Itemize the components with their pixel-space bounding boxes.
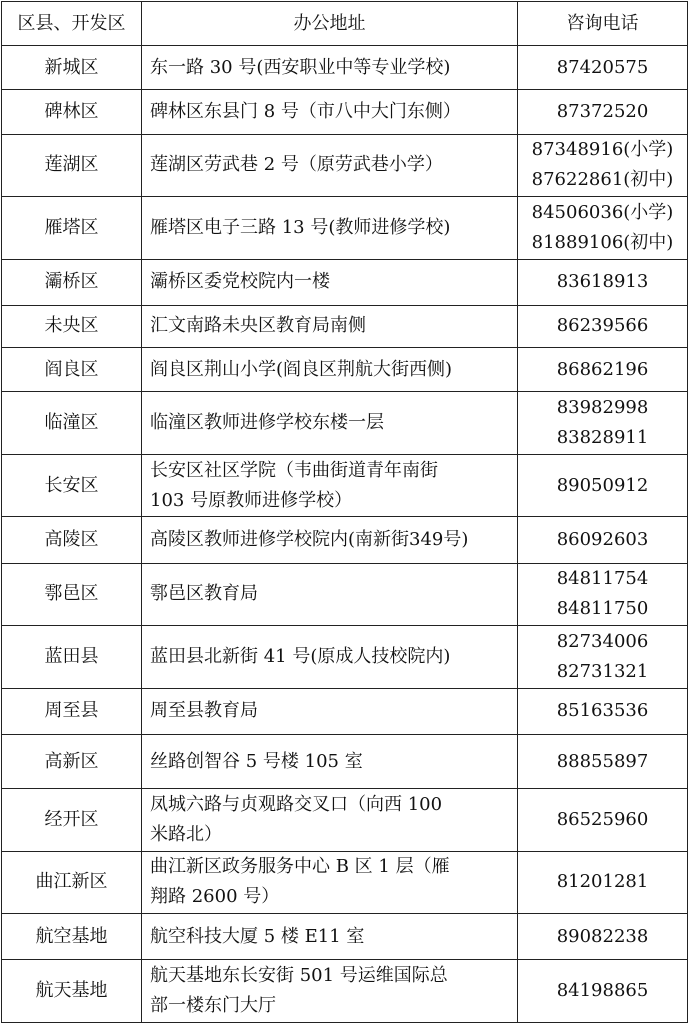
phone-cell bbox=[518, 851, 688, 913]
address-cell bbox=[142, 197, 518, 259]
district-cell: 阎良区 bbox=[2, 348, 142, 392]
phone-number: 84198865 bbox=[556, 980, 649, 1002]
address-cell bbox=[142, 46, 518, 90]
phone-number: 83828911 bbox=[556, 427, 649, 449]
phone-number: 81889106(初中) bbox=[531, 231, 674, 253]
address-line: 蓝田县北新街 41 号(原成人技校院内) bbox=[150, 645, 451, 667]
address-line: 高陵区教师进修学校院内(南新街349号) bbox=[150, 528, 469, 550]
phone-cell bbox=[518, 914, 688, 960]
phone-cell bbox=[518, 90, 688, 134]
table-row bbox=[2, 90, 688, 134]
district-cell: 高新区 bbox=[2, 734, 142, 788]
address-line: 曲江新区政务服务中心 B 区 1 层（雁 bbox=[150, 856, 450, 878]
table-row bbox=[2, 563, 688, 625]
address-cell bbox=[142, 563, 518, 625]
phone-number: 84811754 bbox=[556, 568, 649, 590]
address-line: 米路北） bbox=[150, 823, 222, 845]
address-line: 翔路 2600 号） bbox=[150, 886, 280, 908]
address-cell bbox=[142, 851, 518, 913]
address-line: 部一楼东门大厅 bbox=[150, 995, 276, 1017]
district-cell: 蓝田县 bbox=[2, 626, 142, 688]
phone-number: 84811750 bbox=[556, 598, 649, 620]
address-cell bbox=[142, 734, 518, 788]
district-cell: 新城区 bbox=[2, 46, 142, 90]
phone-number: 82731321 bbox=[556, 660, 649, 682]
table-row bbox=[2, 305, 688, 347]
district-cell: 航天基地 bbox=[2, 960, 142, 1023]
table-row bbox=[2, 134, 688, 196]
district-cell: 临潼区 bbox=[2, 392, 142, 454]
phone-cell bbox=[518, 734, 688, 788]
table-row bbox=[2, 392, 688, 454]
phone-number: 87348916(小学) bbox=[531, 139, 674, 161]
district-cell: 航空基地 bbox=[2, 914, 142, 960]
address-line: 莲湖区劳武巷 2 号（原劳武巷小学） bbox=[150, 154, 443, 176]
address-cell bbox=[142, 517, 518, 563]
district-cell: 周至县 bbox=[2, 688, 142, 734]
phone-number: 86862196 bbox=[556, 358, 649, 380]
table-body bbox=[2, 46, 688, 1023]
phone-cell bbox=[518, 517, 688, 563]
phone-number: 83982998 bbox=[556, 397, 649, 419]
phone-cell bbox=[518, 46, 688, 90]
table-row bbox=[2, 197, 688, 259]
address-line: 凤城六路与贞观路交叉口（向西 100 bbox=[150, 793, 443, 815]
address-line: 长安区社区学院（韦曲街道青年南街 bbox=[150, 459, 438, 481]
address-line: 灞桥区委党校院内一楼 bbox=[150, 271, 330, 293]
address-line: 丝路创智谷 5 号楼 105 室 bbox=[150, 750, 363, 772]
phone-cell bbox=[518, 563, 688, 625]
phone-cell bbox=[518, 789, 688, 851]
address-cell bbox=[142, 688, 518, 734]
phone-cell bbox=[518, 348, 688, 392]
district-cell: 雁塔区 bbox=[2, 197, 142, 259]
phone-number: 86092603 bbox=[556, 528, 649, 550]
address-line: 雁塔区电子三路 13 号(教师进修学校) bbox=[150, 216, 451, 238]
office-directory-table bbox=[1, 1, 688, 1023]
phone-number: 85163536 bbox=[556, 700, 649, 722]
district-cell: 鄠邑区 bbox=[2, 563, 142, 625]
phone-cell bbox=[518, 688, 688, 734]
phone-cell bbox=[518, 392, 688, 454]
address-cell bbox=[142, 90, 518, 134]
phone-number: 89082238 bbox=[556, 925, 649, 947]
address-cell bbox=[142, 259, 518, 305]
phone-number: 87622861(初中) bbox=[531, 169, 674, 191]
phone-cell bbox=[518, 259, 688, 305]
table-row bbox=[2, 626, 688, 688]
table-row bbox=[2, 688, 688, 734]
address-cell bbox=[142, 305, 518, 347]
phone-number: 89050912 bbox=[556, 474, 649, 496]
address-line: 周至县教育局 bbox=[150, 700, 258, 722]
phone-cell bbox=[518, 960, 688, 1023]
table-row bbox=[2, 517, 688, 563]
district-cell: 长安区 bbox=[2, 454, 142, 516]
district-cell: 莲湖区 bbox=[2, 134, 142, 196]
header-phone: 咨询电话 bbox=[518, 2, 688, 46]
table-row bbox=[2, 259, 688, 305]
district-cell: 曲江新区 bbox=[2, 851, 142, 913]
phone-number: 87420575 bbox=[556, 56, 649, 78]
phone-number: 84506036(小学) bbox=[531, 201, 674, 223]
address-cell bbox=[142, 134, 518, 196]
address-cell bbox=[142, 789, 518, 851]
table-row bbox=[2, 914, 688, 960]
table-row bbox=[2, 851, 688, 913]
phone-number: 82734006 bbox=[556, 630, 649, 652]
phone-number: 86239566 bbox=[556, 315, 649, 337]
phone-number: 81201281 bbox=[556, 871, 649, 893]
phone-cell bbox=[518, 626, 688, 688]
phone-number: 87372520 bbox=[556, 100, 649, 122]
address-line: 103 号原教师进修学校） bbox=[150, 489, 353, 511]
address-line: 东一路 30 号(西安职业中等专业学校) bbox=[150, 56, 451, 78]
district-cell: 碑林区 bbox=[2, 90, 142, 134]
district-cell: 高陵区 bbox=[2, 517, 142, 563]
phone-cell bbox=[518, 134, 688, 196]
phone-number: 88855897 bbox=[556, 750, 649, 772]
header-address: 办公地址 bbox=[142, 2, 518, 46]
table-row bbox=[2, 348, 688, 392]
address-cell bbox=[142, 960, 518, 1023]
table-row bbox=[2, 789, 688, 851]
address-cell bbox=[142, 626, 518, 688]
address-line: 航空科技大厦 5 楼 E11 室 bbox=[150, 925, 365, 947]
address-line: 航天基地东长安街 501 号运维国际总 bbox=[150, 965, 448, 987]
address-line: 碑林区东县门 8 号（市八中大门东侧） bbox=[150, 100, 461, 122]
address-cell bbox=[142, 392, 518, 454]
phone-cell bbox=[518, 305, 688, 347]
address-line: 临潼区教师进修学校东楼一层 bbox=[150, 412, 384, 434]
table-row bbox=[2, 46, 688, 90]
table-row bbox=[2, 734, 688, 788]
phone-cell bbox=[518, 454, 688, 516]
address-line: 鄠邑区教育局 bbox=[150, 583, 258, 605]
district-cell: 经开区 bbox=[2, 789, 142, 851]
header-district: 区县、开发区 bbox=[2, 2, 142, 46]
district-cell: 灞桥区 bbox=[2, 259, 142, 305]
phone-cell bbox=[518, 197, 688, 259]
address-line: 汇文南路未央区教育局南侧 bbox=[150, 315, 366, 337]
district-cell: 未央区 bbox=[2, 305, 142, 347]
table-row bbox=[2, 960, 688, 1023]
address-cell bbox=[142, 348, 518, 392]
address-line: 阎良区荆山小学(阎良区荆航大街西侧) bbox=[150, 358, 453, 380]
phone-number: 86525960 bbox=[556, 808, 649, 830]
table-row bbox=[2, 454, 688, 516]
header-row bbox=[2, 2, 688, 46]
phone-number: 83618913 bbox=[556, 271, 649, 293]
address-cell bbox=[142, 914, 518, 960]
address-cell bbox=[142, 454, 518, 516]
